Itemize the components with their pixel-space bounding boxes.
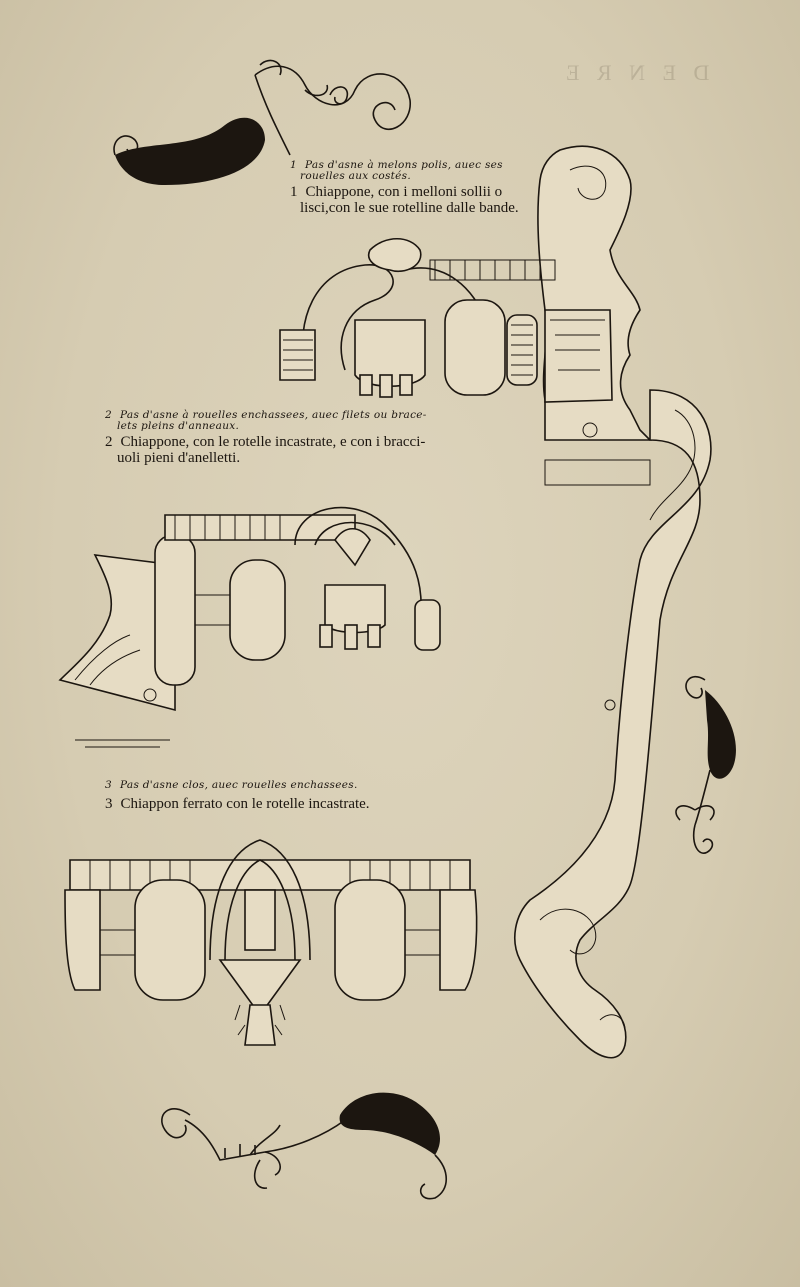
caption-1-french-line-2: rouelles aux costés.: [300, 170, 412, 183]
caption-1-italian-line-1: Chiappone, con i melloni sollii o: [305, 184, 503, 201]
caption-2: [105, 410, 475, 467]
caption-1-italian-line-2: lisci,con le sue rotelline dalle bande.: [300, 199, 519, 216]
bit-illustration-1: [275, 230, 575, 410]
caption-2-italian-number: 2: [105, 434, 113, 451]
caption-3-french-line-1: Pas d'asne clos, auec rouelles enchassees.: [119, 779, 358, 791]
caption-2-french-line-1: Pas d'asne à rouelles enchassees, auec filets ou brace-: [119, 409, 427, 421]
caption-1-number: 1: [290, 159, 297, 171]
caption-3-italian-number: 3: [105, 796, 113, 813]
caption-2-number: 2: [105, 409, 112, 421]
caption-1-italian-number: 1: [290, 184, 298, 201]
caption-1-french-line-1: Pas d'asne à melons polis, auec ses: [304, 159, 503, 171]
caption-3-italian-line-1: Chiappon ferrato con le rotelle incastrate.: [120, 796, 370, 813]
bottom-ornament-flourish: [155, 1080, 455, 1205]
bleed-through-text: D E N R E: [560, 60, 710, 85]
caption-3-number: 3: [105, 779, 112, 791]
caption-2-french-line-2: lets pleins d'anneaux.: [117, 420, 240, 433]
caption-2-italian-line-2: uoli pieni d'anelletti.: [117, 449, 241, 466]
caption-2-italian-line-1: Chiappone, con le rotelle incastrate, e con i bracci-: [120, 434, 426, 451]
caption-3: [105, 780, 405, 813]
right-ornament-flourish: [665, 660, 745, 870]
bit-illustration-2: [55, 485, 455, 750]
bit-illustration-3: [60, 830, 480, 1060]
